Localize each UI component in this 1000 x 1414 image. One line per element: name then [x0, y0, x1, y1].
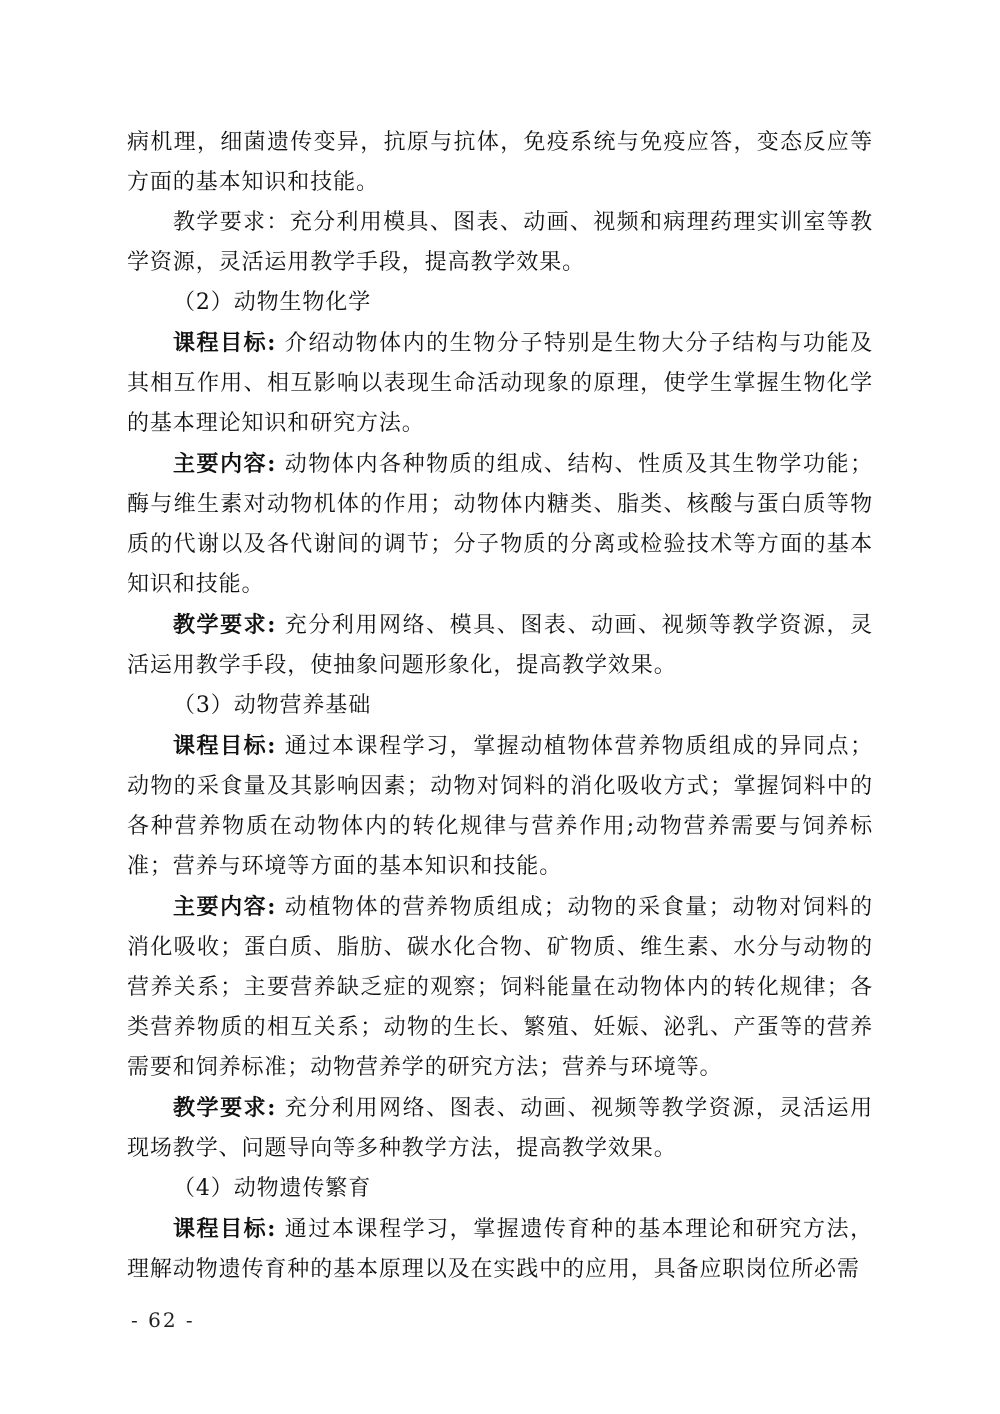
course-goal-label: 课程目标:	[173, 330, 277, 356]
course-goal-label: 课程目标:	[173, 733, 277, 759]
section-heading-genetics-breeding: （4）动物遗传繁育	[173, 1176, 372, 1201]
paragraph-teaching-requirements-biochemistry: 教学要求: 充分利用网络、模具、图表、动画、视频等教学资源，灵活运用教学手段，使抽象问题形象化，提高教学效果。	[127, 612, 873, 678]
paragraph-main-content-biochemistry: 主要内容: 动物体内各种物质的组成、结构、性质及其生物学功能；酶与维生素对动物机体的作用；动物体内糖类、脂类、核酸与蛋白质等物质的代谢以及各代谢间的调节；分子物质的分离或检验技术等方面的基本知识和技能。	[127, 451, 873, 597]
teaching-requirements-label: 教学要求:	[173, 612, 277, 638]
main-content-label: 主要内容:	[173, 451, 277, 477]
teaching-requirements-label: 教学要求:	[173, 1095, 277, 1121]
course-goal-label: 课程目标:	[173, 1216, 277, 1242]
page-number: - 62 -	[131, 1308, 195, 1332]
paragraph-course-goal-nutrition: 课程目标: 通过本课程学习，掌握动植物体营养物质组成的异同点；动物的采食量及其影响因素；动物对饲料的消化吸收方式；掌握饲料中的各种营养物质在动物体内的转化规律与营养作用;动物营养需要与饲养标准；营养与环境等方面的基本知识和技能。	[127, 733, 873, 879]
main-content-label: 主要内容:	[173, 894, 277, 920]
paragraph-course-goal-genetics: 课程目标: 通过本课程学习，掌握遗传育种的基本理论和研究方法，理解动物遗传育种的基本原理以及在实践中的应用，具备应职岗位所必需	[127, 1216, 873, 1282]
paragraph-continuation: 病机理，细菌遗传变异，抗原与抗体，免疫系统与免疫应答，变态反应等方面的基本知识和技能。	[127, 130, 873, 195]
section-heading-nutrition: （3）动物营养基础	[173, 693, 372, 718]
paragraph-main-content-nutrition: 主要内容: 动植物体的营养物质组成；动物的采食量；动物对饲料的消化吸收；蛋白质、脂肪、碳水化合物、矿物质、维生素、水分与动物的营养关系；主要营养缺乏症的观察；饲料能量在动物体内的转化规律；各类营养物质的相互关系；动物的生长、繁殖、妊娠、泌乳、产蛋等的营养需要和饲养标准；动物营养学的研究方法；营养与环境等。	[127, 894, 873, 1080]
section-heading-biochemistry: （2）动物生物化学	[173, 290, 372, 315]
paragraph-teaching-requirements-1: 教学要求：充分利用模具、图表、动画、视频和病理药理实训室等教学资源，灵活运用教学手段，提高教学效果。	[127, 210, 873, 275]
paragraph-course-goal-biochemistry: 课程目标: 介绍动物体内的生物分子特别是生物大分子结构与功能及其相互作用、相互影响以表现生命活动现象的原理，使学生掌握生物化学的基本理论知识和研究方法。	[127, 330, 873, 436]
document-body	[127, 123, 873, 1290]
paragraph-teaching-requirements-nutrition: 教学要求: 充分利用网络、图表、动画、视频等教学资源，灵活运用现场教学、问题导向等多种教学方法，提高教学效果。	[127, 1095, 873, 1161]
